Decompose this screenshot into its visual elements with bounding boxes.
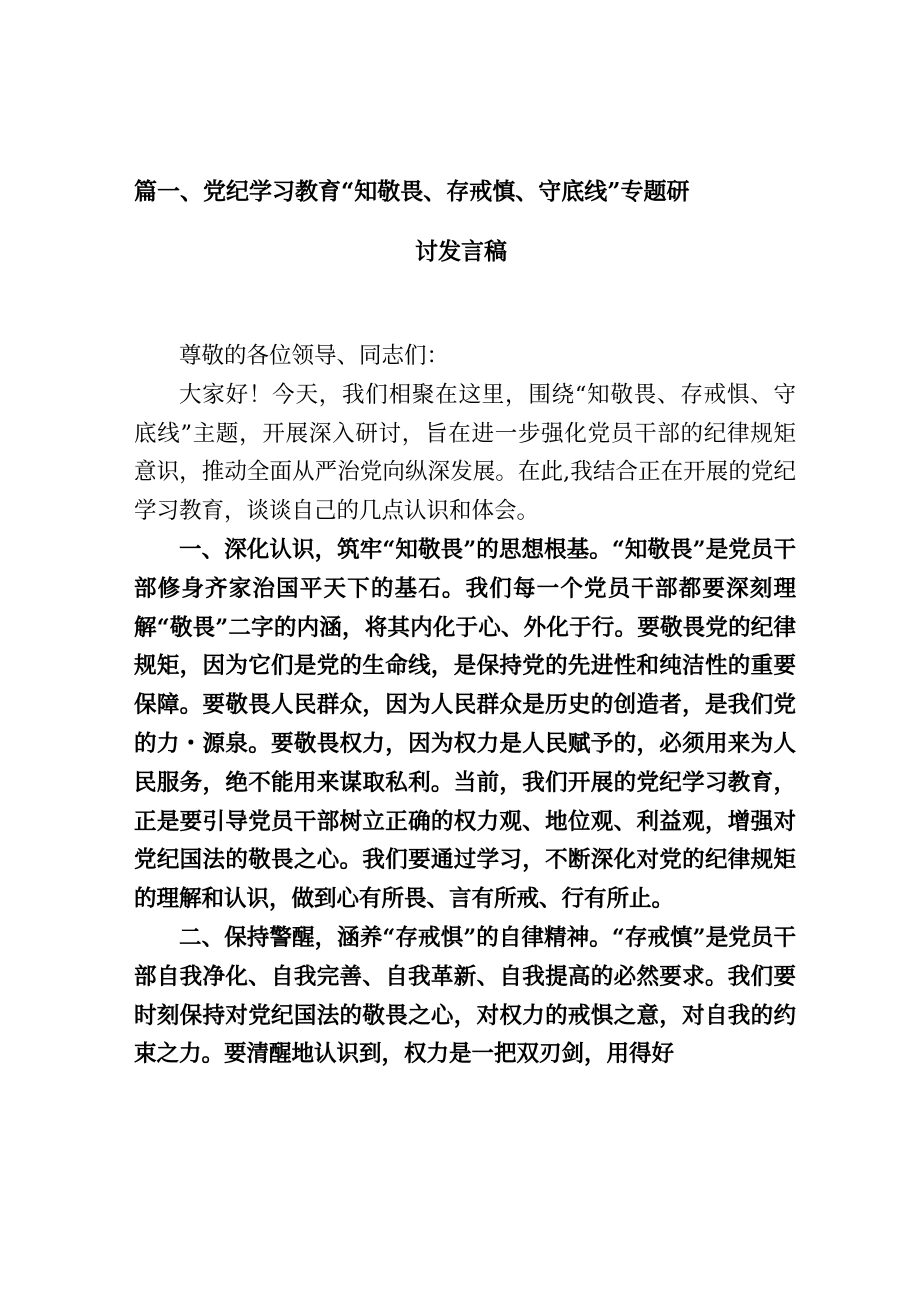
salutation: 尊敬的各位领导、同志们：	[179, 343, 450, 369]
paragraph-section-2: 二、保持警醒，涵养“存戒惧”的自律精神。“存戒慎”是党员干部自我净化、自我完善、自我革新、自我提高的必然要求。我们要时刻保持对党纪国法的敬畏之心，对权力的戒惧之意，对自我的约束之力。要清醒地认识到，权力是一把双刃剑，用得好	[134, 924, 796, 1068]
document-title-line2: 讨发言稿	[415, 238, 507, 265]
paragraph-section-1: 一、深化认识，筑牢“知敬畏”的思想根基。“知敬畏”是党员干部修身齐家治国平天下的基石。我们每一个党员干部都要深刻理解“敬畏”二字的内涵，将其内化于心、外化于行。要敬畏党的纪律规矩，因为它们是党的生命线，是保持党的先进性和纯洁性的重要保障。要敬畏人民群众，因为人民群众是历史的创造者，是我们党的力・源泉。要敬畏权力，因为权力是人民赋予的，必须用来为人民服务，绝不能用来谋取私利。当前，我们开展的党纪学习教育，正是要引导党员干部树立正确的权力观、地位观、利益观，增强对党纪国法的敬畏之心。我们要通过学习，不断深化对党的纪律规矩的理解和认识，做到心有所畏、言有所戒、行有所止。	[134, 536, 796, 913]
paragraph-intro: 大家好！今天，我们相聚在这里，围绕“知敬畏、存戒惧、守底线”主题，开展深入研讨，旨在进一步强化党员干部的纪律规矩意识，推动全面从严治党向纵深发展。在此,我结合正在开展的党纪学习教育，谈谈自己的几点认识和体会。	[134, 381, 796, 525]
document-title-line1: 篇一、党纪学习教育“知敬畏、存戒慎、守底线”专题研	[134, 178, 690, 205]
document-body	[134, 337, 796, 1074]
